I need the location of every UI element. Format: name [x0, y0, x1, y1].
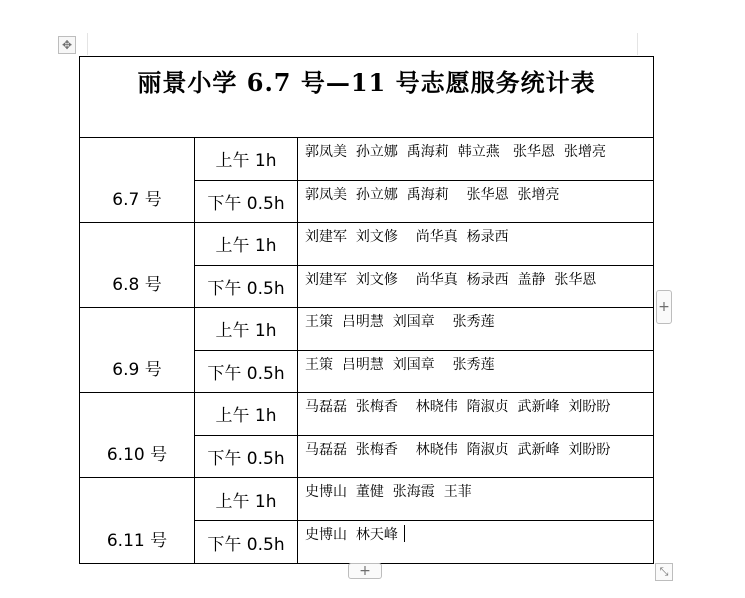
text-caret [404, 525, 405, 542]
afternoon-names-cell[interactable]: 刘建军 刘文修 尚华真 杨录西 盖静 张华恩 [305, 271, 597, 288]
date-cell[interactable] [80, 138, 195, 222]
afternoon-slot [195, 520, 653, 563]
table-resize-handle[interactable] [655, 563, 673, 581]
afternoon-slot [195, 180, 653, 223]
time-slots [195, 308, 653, 392]
morning-names-cell[interactable]: 史博山 董健 张海霞 王菲 [305, 484, 472, 500]
morning-names-cell[interactable]: 王策 吕明慧 刘国章 张秀莲 [305, 314, 495, 330]
table-title: 丽景小学 6.7 号—11 号志愿服务统计表 [137, 68, 596, 97]
date-label: 6.11 号 [106, 531, 168, 551]
date-block-6-8 [80, 223, 653, 308]
date-block-6-9 [80, 308, 653, 393]
afternoon-time-cell[interactable]: 下午 0.5h [195, 436, 298, 478]
morning-slot [195, 223, 653, 265]
margin-guide-right [637, 33, 638, 55]
afternoon-time-cell[interactable]: 下午 0.5h [195, 351, 298, 393]
morning-time-cell[interactable]: 上午 1h [195, 308, 298, 350]
plus-icon: + [359, 563, 371, 579]
morning-time-cell[interactable]: 上午 1h [195, 393, 298, 435]
date-label: 6.10 号 [106, 445, 168, 465]
morning-time-cell[interactable]: 上午 1h [195, 478, 298, 520]
afternoon-slot [195, 350, 653, 393]
date-label: 6.8 号 [112, 275, 162, 295]
volunteer-table [79, 56, 654, 564]
morning-slot [195, 308, 653, 350]
afternoon-slot [195, 435, 653, 478]
time-slots [195, 393, 653, 477]
date-block-6-11 [80, 478, 653, 563]
date-label: 6.9 号 [112, 360, 162, 380]
afternoon-slot [195, 265, 653, 308]
date-cell[interactable] [80, 308, 195, 392]
plus-icon: + [658, 299, 670, 315]
morning-names-cell[interactable]: 郭凤美 孙立娜 禹海莉 韩立燕 张华恩 张增亮 [305, 144, 606, 160]
time-slots [195, 478, 653, 563]
afternoon-names-cell[interactable]: 马磊磊 张梅香 林晓伟 隋淑贞 武新峰 刘盼盼 [305, 441, 611, 458]
morning-slot [195, 478, 653, 520]
time-slots [195, 223, 653, 307]
afternoon-names-cell[interactable]: 王策 吕明慧 刘国章 张秀莲 [305, 356, 495, 373]
afternoon-time-cell[interactable]: 下午 0.5h [195, 181, 298, 223]
resize-diagonal-icon: ⤡ [659, 565, 669, 578]
date-block-6-10 [80, 393, 653, 478]
date-block-6-7 [80, 138, 653, 223]
date-cell[interactable] [80, 393, 195, 477]
date-cell[interactable] [80, 478, 195, 563]
add-row-button[interactable] [348, 563, 382, 579]
afternoon-time-cell[interactable]: 下午 0.5h [195, 266, 298, 308]
date-label: 6.7 号 [112, 190, 162, 210]
move-arrows-icon: ✥ [61, 38, 73, 52]
afternoon-names-cell[interactable]: 郭凤美 孙立娜 禹海莉 张华恩 张增亮 [305, 186, 560, 203]
morning-time-cell[interactable]: 上午 1h [195, 138, 298, 180]
morning-slot [195, 138, 653, 180]
time-slots [195, 138, 653, 222]
morning-time-cell[interactable]: 上午 1h [195, 223, 298, 265]
table-move-handle[interactable] [58, 36, 76, 54]
afternoon-names-text: 史博山 林天峰 [305, 527, 398, 543]
title-row [80, 57, 653, 138]
date-cell[interactable] [80, 223, 195, 307]
margin-guide-left [87, 33, 88, 55]
afternoon-names-cell-active[interactable] [298, 521, 653, 563]
add-column-button[interactable] [656, 290, 672, 324]
morning-names-cell[interactable]: 刘建军 刘文修 尚华真 杨录西 [305, 229, 509, 245]
afternoon-time-cell[interactable]: 下午 0.5h [195, 521, 298, 563]
morning-slot [195, 393, 653, 435]
morning-names-cell[interactable]: 马磊磊 张梅香 林晓伟 隋淑贞 武新峰 刘盼盼 [305, 399, 611, 415]
